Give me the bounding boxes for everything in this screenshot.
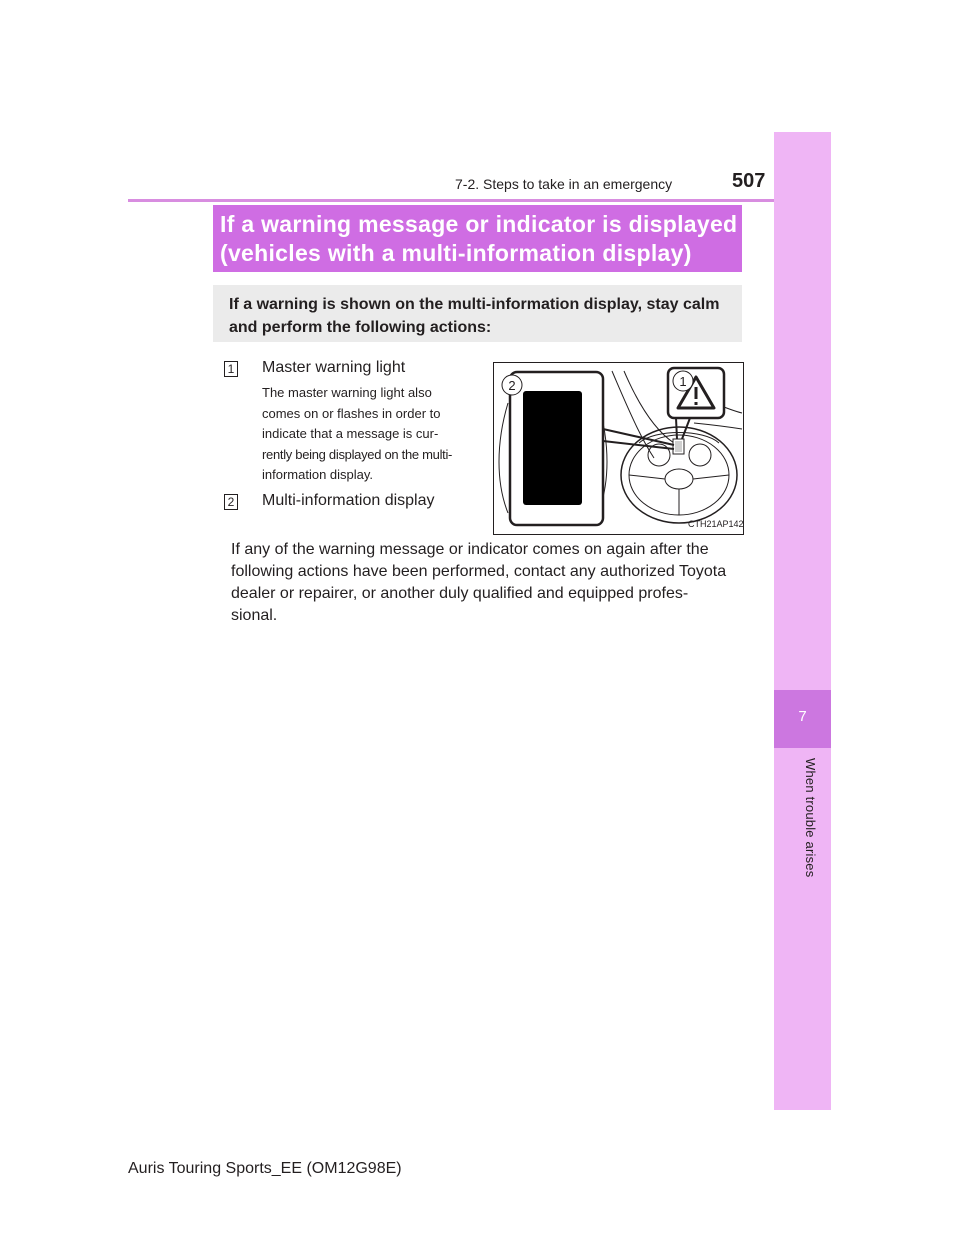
- dashboard-illustration: [493, 362, 744, 535]
- item-number-2: 2: [224, 494, 238, 510]
- item-desc-line: The master warning light also: [262, 385, 432, 400]
- body-paragraph: [231, 539, 741, 627]
- paragraph-line: following actions have been performed, contact any authorized Toyota: [231, 563, 727, 580]
- intro-text: [229, 293, 739, 339]
- footer-text: Auris Touring Sports_EE (OM12G98E): [128, 1160, 402, 1177]
- item-label-multi-information-display: Multi-information display: [262, 492, 435, 509]
- item-description-master-warning-light: [262, 383, 492, 486]
- section-heading: 7-2. Steps to take in an emergency: [455, 176, 673, 192]
- page-title-line-1: If a warning message or indicator is displayed: [220, 211, 738, 237]
- page-number: 507: [732, 170, 766, 192]
- illustration-code: CTH21AP142: [688, 519, 743, 529]
- item-number-1: 1: [224, 361, 238, 377]
- item-label-master-warning-light: Master warning light: [262, 359, 406, 376]
- item-desc-line: rently being displayed on the multi-: [262, 446, 453, 462]
- chapter-number: 7: [798, 708, 807, 725]
- chapter-side-tab: [774, 132, 831, 1110]
- paragraph-line: If any of the warning message or indicator comes on again after the: [231, 541, 709, 558]
- intro-line-1: If a warning is shown on the multi-information display, stay calm: [229, 296, 720, 313]
- paragraph-line: dealer or repairer, or another duly qualified and equipped profes-: [231, 585, 689, 602]
- chapter-label: When trouble arises: [803, 758, 818, 878]
- dashboard-drawing: [494, 363, 743, 534]
- page-title: [220, 210, 740, 268]
- item-desc-line: comes on or flashes in order to: [262, 405, 441, 421]
- item-desc-line: indicate that a message is cur-: [262, 426, 439, 441]
- paragraph-line: sional.: [231, 607, 278, 624]
- callout-2-label: 2: [508, 378, 516, 393]
- header-rule: [128, 199, 830, 202]
- callout-1-label: 1: [679, 374, 687, 389]
- intro-line-2: and perform the following actions:: [229, 319, 492, 336]
- item-desc-line: information display.: [262, 467, 374, 482]
- page-title-line-2: (vehicles with a multi-information display): [220, 240, 692, 266]
